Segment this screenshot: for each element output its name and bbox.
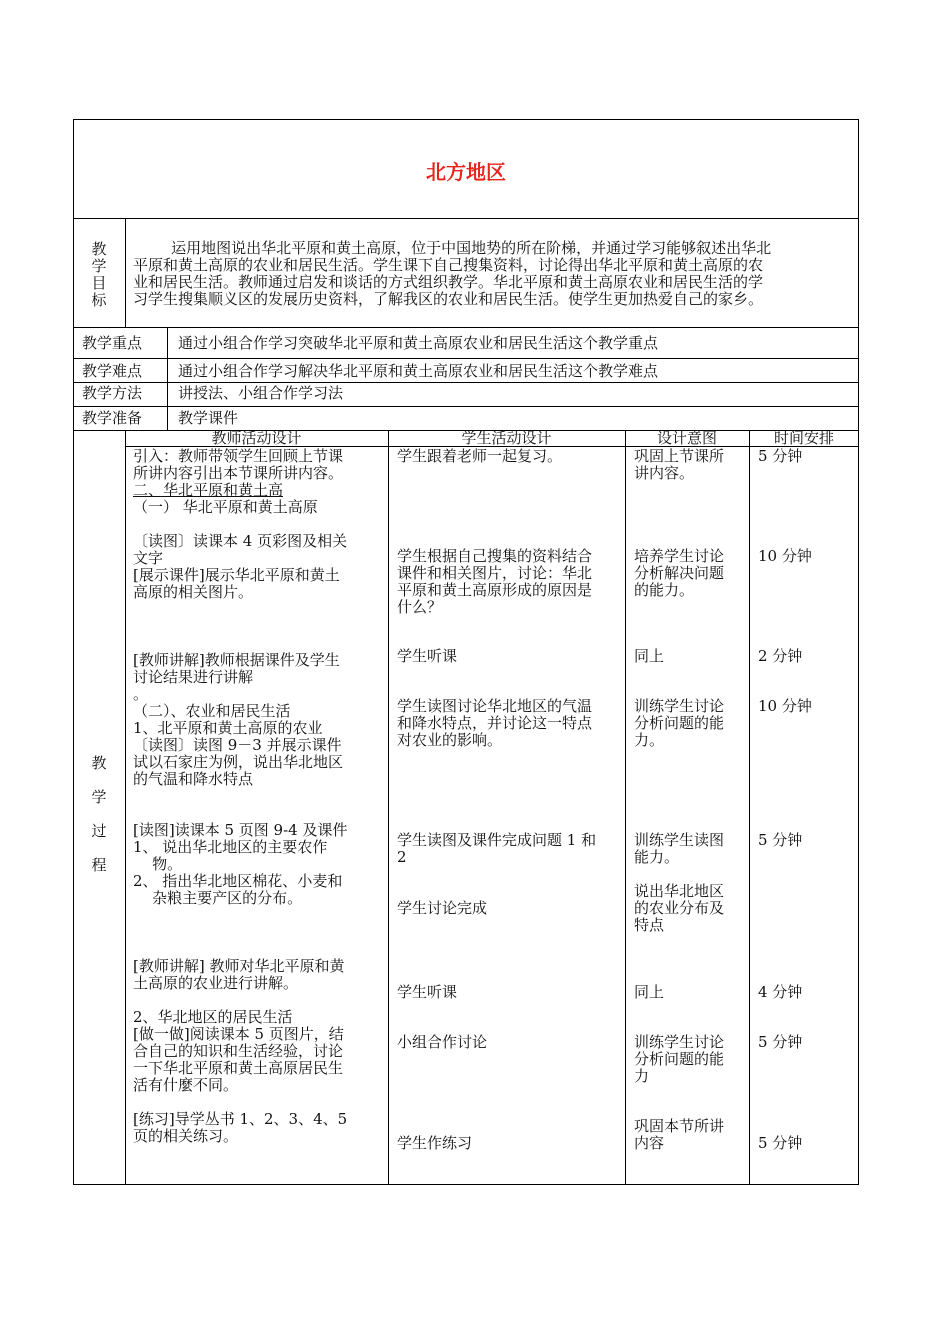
header-teacher: 教师活动设计	[211, 429, 302, 447]
time-allocation: 10 分钟	[758, 547, 812, 565]
teacher-line: 物。	[133, 855, 183, 873]
student-activity: 学生作练习	[397, 1134, 473, 1152]
col-divider	[125, 218, 126, 328]
key-point-label: 教学重点	[82, 334, 143, 352]
teacher-activities	[133, 448, 383, 1145]
row-divider	[73, 327, 859, 328]
teacher-line: 〔读图〕读图 9－3 并展示课件	[133, 736, 342, 754]
teacher-line	[133, 788, 383, 805]
teacher-line: 2、 指出华北地区棉花、小麦和	[133, 872, 343, 890]
teacher-line	[133, 805, 383, 822]
student-activity: 小组合作讨论	[397, 1033, 488, 1051]
teacher-line: （一） 华北平原和黄土高原	[133, 498, 318, 516]
teacher-line: （二）、农业和居民生活	[133, 702, 291, 720]
teacher-line: 1、北平原和黄土高原的农业	[133, 719, 323, 737]
teacher-line	[133, 941, 383, 958]
row-divider	[73, 218, 859, 219]
col-divider	[167, 327, 168, 431]
design-intent: 同上	[634, 983, 665, 1001]
process-label: 教 学 过 程	[91, 754, 107, 874]
time-allocation: 10 分钟	[758, 697, 812, 715]
objectives-line: 业和居民生活。教师通过启发和谈话的方式组织教学。华北平原和黄土高原农业和居民生活的学	[133, 273, 764, 291]
teacher-line: [做一做]阅读课本 5 页图片，结	[133, 1025, 344, 1043]
preparation-label: 教学准备	[82, 409, 143, 427]
teacher-line: [教师讲解] 教师对华北平原和黄	[133, 957, 345, 975]
header-time: 时间安排	[773, 429, 834, 447]
row-divider	[73, 382, 859, 383]
teacher-line	[133, 924, 383, 941]
difficulty-label: 教学难点	[82, 362, 143, 380]
teacher-line: 文字	[133, 549, 164, 567]
col-divider	[749, 430, 750, 1185]
row-divider	[73, 406, 859, 407]
student-activity: 学生读图及课件完成问题 1 和 2	[397, 831, 597, 866]
teacher-line	[133, 907, 383, 924]
teacher-line	[133, 1094, 383, 1111]
teacher-line: 二、华北平原和黄土高	[133, 481, 284, 499]
teacher-line	[133, 635, 383, 652]
teacher-line: 2、华北地区的居民生活	[133, 1008, 293, 1026]
design-intent: 巩固本节所讲 内容	[634, 1117, 725, 1152]
col-divider	[625, 430, 626, 1185]
teacher-line: 活有什麼不同。	[133, 1076, 239, 1094]
objectives-label: 教 学 目 标	[91, 240, 107, 309]
teacher-line: 高原的相关图片。	[133, 583, 254, 601]
teacher-line: 讨论结果进行讲解	[133, 668, 254, 686]
design-intent: 训练学生读图 能力。	[634, 831, 725, 866]
objectives-line: 平原和黄土高原的农业和居民生活。学生课下自己搜集资料，讨论得出华北平原和黄土高原的农	[133, 256, 764, 274]
design-intent: 训练学生讨论 分析问题的能 力。	[634, 697, 725, 749]
preparation-text: 教学课件	[178, 409, 239, 427]
objectives-line: 习学生搜集顺义区的发展历史资料，了解我区的农业和居民生活。使学生更加热爱自己的家乡。	[133, 290, 764, 308]
student-activity: 学生讨论完成	[397, 899, 488, 917]
student-activity: 学生听课	[397, 647, 458, 665]
time-allocation: 5 分钟	[758, 447, 803, 465]
page-title: 北方地区	[426, 160, 506, 184]
time-allocation: 2 分钟	[758, 647, 803, 665]
method-label: 教学方法	[82, 384, 143, 402]
teacher-line: 杂粮主要产区的分布。	[133, 889, 303, 907]
header-student: 学生活动设计	[461, 429, 552, 447]
teacher-line	[133, 516, 383, 533]
design-intent: 巩固上节课所 讲内容。	[634, 447, 725, 482]
teacher-line: 的气温和降水特点	[133, 770, 254, 788]
objectives-line: 运用地图说出华北平原和黄土高原，位于中国地势的所在阶梯，并通过学习能够叙述出华北	[133, 239, 772, 257]
teacher-line: [展示课件]展示华北平原和黄土	[133, 566, 340, 584]
difficulty-text: 通过小组合作学习解决华北平原和黄土高原农业和居民生活这个教学难点	[178, 362, 659, 380]
method-text: 讲授法、小组合作学习法	[178, 384, 344, 402]
objectives-text	[133, 240, 855, 308]
student-activity: 学生读图讨论华北地区的气温 和降水特点，并讨论这一特点 对农业的影响。	[397, 697, 593, 749]
row-divider	[73, 358, 859, 359]
design-intent: 同上	[634, 647, 665, 665]
student-activity: 学生听课	[397, 983, 458, 1001]
teacher-line: 页的相关练习。	[133, 1127, 239, 1145]
design-intent: 说出华北地区 的农业分布及 特点	[634, 882, 725, 934]
design-intent: 训练学生讨论 分析问题的能 力	[634, 1033, 725, 1085]
student-activity: 学生跟着老师一起复习。	[397, 447, 563, 465]
time-allocation: 4 分钟	[758, 983, 803, 1001]
teacher-line	[133, 601, 383, 618]
student-activity: 学生根据自己搜集的资料结合 课件和相关图片，讨论：华北 平原和黄土高原形成的原因是 什么？	[397, 547, 593, 616]
teacher-line: 所讲内容引出本节课所讲内容。	[133, 464, 344, 482]
teacher-line: [教师讲解]教师根据课件及学生	[133, 651, 340, 669]
teacher-line: 试以石家庄为例，说出华北地区	[133, 753, 344, 771]
teacher-line	[133, 992, 383, 1009]
time-allocation: 5 分钟	[758, 831, 803, 849]
teacher-line: 引入：教师带领学生回顾上节课	[133, 447, 344, 465]
key-point-text: 通过小组合作学习突破华北平原和黄土高原农业和居民生活这个教学重点	[178, 334, 659, 352]
teacher-line: 。	[133, 685, 149, 703]
header-intent: 设计意图	[656, 429, 717, 447]
teacher-line: 一下华北平原和黄土高原居民生	[133, 1059, 344, 1077]
design-intent: 培养学生讨论 分析解决问题 的能力。	[634, 547, 725, 599]
time-allocation: 5 分钟	[758, 1134, 803, 1152]
teacher-line: 合自己的知识和生活经验，讨论	[133, 1042, 344, 1060]
teacher-line: 1、 说出华北地区的主要农作	[133, 838, 328, 856]
teacher-line: 土高原的农业进行讲解。	[133, 974, 299, 992]
time-allocation: 5 分钟	[758, 1033, 803, 1051]
teacher-line: 〔读图〕读课本 4 页彩图及相关	[133, 532, 348, 550]
teacher-line: [练习]导学丛书 1、2、3、4、5	[133, 1110, 348, 1128]
teacher-line	[133, 618, 383, 635]
teacher-line: [读图]读课本 5 页图 9-4 及课件	[133, 821, 348, 839]
col-divider	[388, 430, 389, 1185]
col-divider	[125, 430, 126, 1185]
